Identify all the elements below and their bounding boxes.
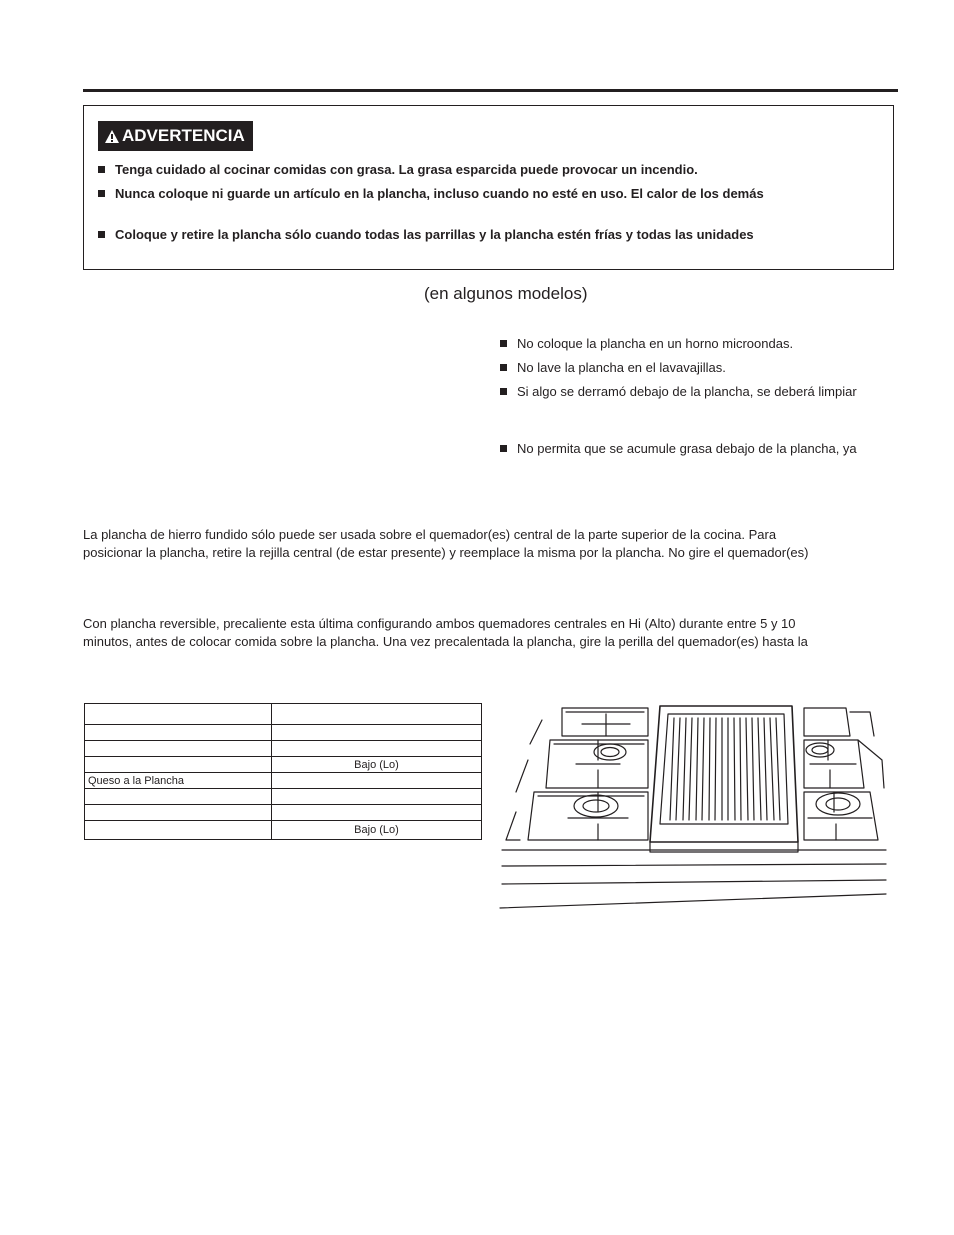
warning-badge-label: ADVERTENCIA	[122, 126, 245, 145]
table-row	[85, 704, 482, 725]
square-bullet-icon	[500, 388, 507, 395]
table-row	[85, 805, 482, 821]
table-row: Queso a la Plancha	[85, 773, 482, 789]
paragraph-griddle-placement: La plancha de hierro fundido sólo puede ser usada sobre el quemador(es) central de la parte superior de la cocina. Para posicionar la plancha, retire la rejilla central (de estar presente) y reemplace la misma por la plancha. No gire el quemador(es)	[83, 527, 809, 560]
care-list-item: No lave la plancha en el lavavajillas.	[500, 360, 726, 375]
cooking-settings-table	[84, 703, 482, 840]
left-burners	[574, 744, 626, 817]
care-list-item: No permita que se acumule grasa debajo de la plancha, ya	[500, 441, 857, 456]
table-row	[85, 741, 482, 757]
square-bullet-icon	[98, 190, 105, 197]
care-list-item: Si algo se derramó debajo de la plancha, se deberá limpiar	[500, 384, 857, 399]
section-subtitle: (en algunos modelos)	[424, 284, 588, 303]
left-grate	[506, 708, 648, 840]
warning-box	[83, 105, 894, 270]
table-row: Bajo (Lo)	[85, 757, 482, 773]
square-bullet-icon	[98, 166, 105, 173]
care-list-item: No coloque la plancha en un horno microondas.	[500, 336, 793, 351]
square-bullet-icon	[500, 364, 507, 371]
square-bullet-icon	[98, 231, 105, 238]
warning-triangle-icon	[104, 129, 120, 144]
warning-item: Coloque y retire la plancha sólo cuando todas las parrillas y la plancha estén frías y todas las unidades	[98, 227, 754, 242]
square-bullet-icon	[500, 340, 507, 347]
cooktop-griddle-illustration	[498, 700, 890, 910]
table-row	[85, 725, 482, 741]
table-row	[85, 789, 482, 805]
header-rule	[83, 89, 898, 92]
warning-badge	[98, 121, 253, 151]
warning-item: Nunca coloque ni guarde un artículo en la plancha, incluso cuando no esté en uso. El calor de los demás	[98, 186, 764, 201]
paragraph-preheat: Con plancha reversible, precaliente esta última configurando ambos quemadores centrales en Hi (Alto) durante entre 5 y 10 minutos, antes de colocar comida sobre la plancha. Una vez precalentada la plancha, gire la perilla del quemador(es) hasta la	[83, 616, 808, 649]
table-row: Bajo (Lo)	[85, 821, 482, 840]
square-bullet-icon	[500, 445, 507, 452]
right-grate	[804, 708, 884, 840]
griddle	[650, 706, 798, 852]
warning-item: Tenga cuidado al cocinar comidas con grasa. La grasa esparcida puede provocar un incendio.	[98, 162, 698, 177]
right-burners	[806, 743, 860, 815]
cooktop-front-edge	[500, 850, 886, 908]
